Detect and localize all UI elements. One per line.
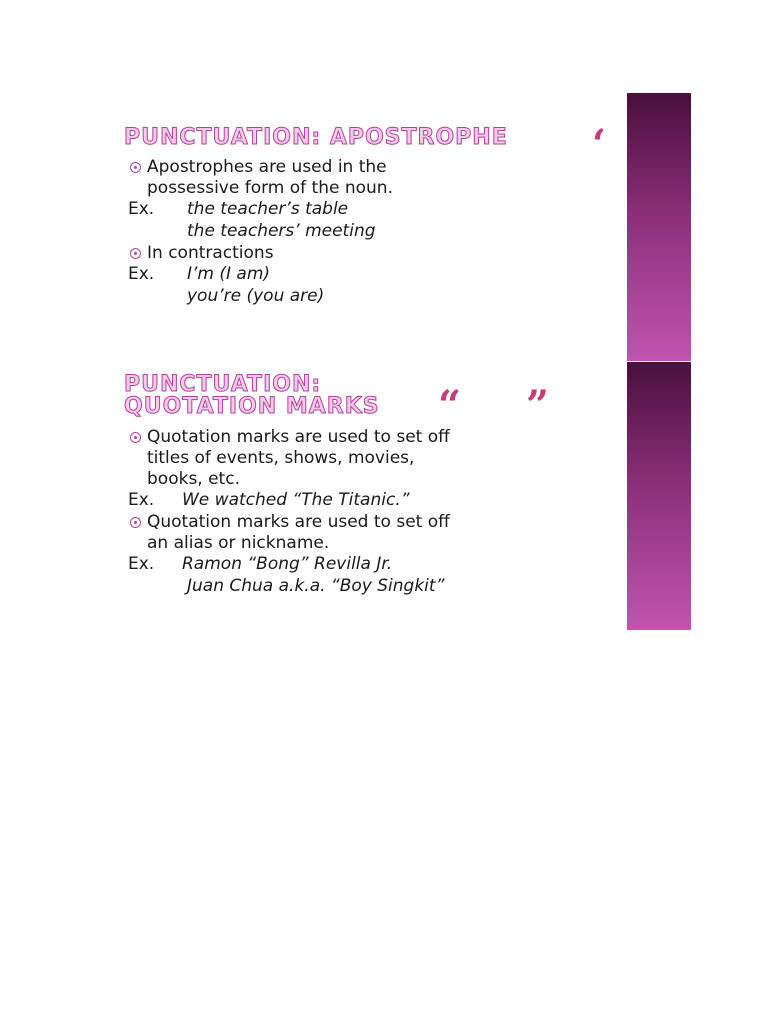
example-text: Juan Chua a.k.a. “Boy Singkit” bbox=[187, 576, 445, 596]
example-row bbox=[128, 554, 621, 576]
circle-bullet-icon bbox=[130, 248, 141, 259]
circle-bullet-icon bbox=[130, 162, 141, 173]
example-text: We watched “The Titanic.” bbox=[182, 490, 410, 510]
slide-title: PUNCTUATION: APOSTROPHE bbox=[124, 125, 508, 150]
slide-title-line: QUOTATION MARKS bbox=[124, 394, 380, 419]
bullet-text: Quotation marks are used to set off bbox=[147, 427, 450, 447]
bullet-text: Apostrophes are used in the bbox=[147, 157, 387, 177]
example-label: Ex. bbox=[128, 199, 155, 219]
example-text: the teacher’s table bbox=[187, 199, 349, 219]
circle-bullet-icon bbox=[130, 432, 141, 443]
decorative-sidebar bbox=[627, 362, 691, 630]
example-row bbox=[128, 264, 621, 286]
example-row bbox=[128, 286, 621, 308]
decorative-sidebar bbox=[627, 93, 691, 361]
example-label: Ex. bbox=[128, 264, 155, 284]
bullet-text: books, etc. bbox=[147, 469, 240, 489]
example-text: I’m (I am) bbox=[187, 264, 271, 284]
slide-title-line: PUNCTUATION: bbox=[124, 372, 322, 397]
bullet-item bbox=[128, 243, 621, 264]
circle-bullet-icon bbox=[130, 517, 141, 528]
slide-quotation-marks bbox=[78, 362, 691, 630]
example-text: Ramon “Bong” Revilla Jr. bbox=[182, 554, 393, 574]
example-row bbox=[128, 199, 621, 221]
slide-content bbox=[128, 157, 621, 308]
bullet-text: possessive form of the noun. bbox=[147, 178, 393, 198]
bullet-text: Quotation marks are used to set off bbox=[147, 512, 450, 532]
example-row bbox=[128, 576, 621, 598]
example-text: the teachers’ meeting bbox=[187, 221, 376, 241]
example-label: Ex. bbox=[128, 554, 155, 574]
example-text: you’re (you are) bbox=[187, 286, 325, 306]
slide-title bbox=[124, 374, 380, 418]
example-row bbox=[128, 221, 621, 243]
example-row bbox=[128, 490, 621, 512]
slide-content bbox=[128, 427, 621, 598]
open-quote-icon: “ bbox=[438, 382, 462, 429]
bullet-text: titles of events, shows, movies, bbox=[147, 448, 415, 468]
bullet-item bbox=[128, 427, 621, 490]
apostrophe-glyph-icon: ‘ bbox=[592, 121, 606, 168]
slide-apostrophe bbox=[78, 93, 691, 361]
example-label: Ex. bbox=[128, 490, 155, 510]
bullet-item bbox=[128, 512, 621, 554]
bullet-item bbox=[128, 157, 621, 199]
close-quote-icon: ” bbox=[526, 382, 550, 429]
bullet-text: In contractions bbox=[147, 243, 274, 263]
bullet-text: an alias or nickname. bbox=[147, 533, 330, 553]
